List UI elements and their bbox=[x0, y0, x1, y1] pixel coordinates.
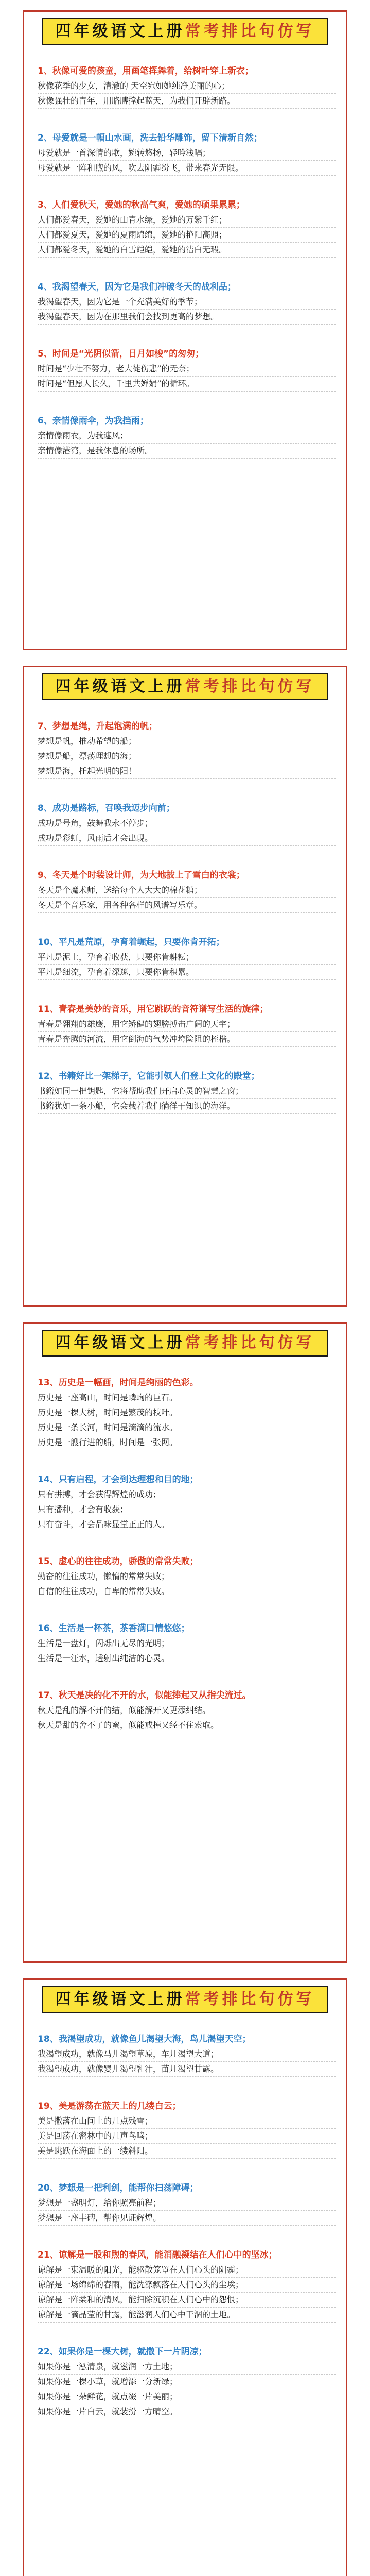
example-sentence: 15、虚心的往往成功，骄傲的常常失败； bbox=[38, 1556, 199, 1567]
example-sentence: 13、历史是一幅画，时间是绚丽的色彩。 bbox=[38, 1378, 199, 1388]
imitation-line: 成功是彩虹，风雨后才会出现。 bbox=[38, 831, 336, 846]
page-title: 四年级语文上册常考排比句仿写 bbox=[42, 673, 328, 700]
sentence-group bbox=[38, 801, 336, 846]
example-sentence: 9、冬天是个时装设计师，为大地披上了雪白的衣裳； bbox=[38, 870, 245, 880]
imitation-line: 书籍犹如一条小船，它会载着我们徜徉于知识的海洋。 bbox=[38, 1099, 336, 1114]
imitation-line: 我渴望春天，因为它是一个充满美好的季节； bbox=[38, 295, 336, 310]
imitation-line: 亲情像雨衣，为我遮风； bbox=[38, 429, 336, 444]
imitation-line: 美是撒落在山间上的几点残雪； bbox=[38, 2114, 336, 2129]
imitation-line: 时间是“但愿人长久，千里共婵娟”的循环。 bbox=[38, 377, 336, 392]
imitation-line: 只有拼搏，才会获得辉煌的成功； bbox=[38, 1487, 336, 1502]
imitation-line: 生活是一盘灯，闪烁出无尽的光明； bbox=[38, 1636, 336, 1651]
sentence-group bbox=[38, 346, 336, 392]
sentence-group bbox=[38, 1621, 336, 1666]
imitation-line: 成功是号角，鼓舞我永不停步； bbox=[38, 816, 336, 831]
imitation-line: 自信的往往成功，自卑的常常失败。 bbox=[38, 1584, 336, 1599]
imitation-line: 秋像强壮的青年，用胳膊撑起蓝天，为我们开辟新路。 bbox=[38, 94, 336, 109]
imitation-line: 梦想是船，漂荡理想的海； bbox=[38, 749, 336, 764]
sentence-group bbox=[38, 1069, 336, 1114]
imitation-line: 如果你是一棵小草，就增添一分新绿； bbox=[38, 2375, 336, 2389]
imitation-line: 梦想是帆，推动希望的船； bbox=[38, 734, 336, 749]
example-sentence: 18、我渴望成功，就像鱼儿渴望大海，鸟儿渴望天空； bbox=[38, 2034, 251, 2044]
sentence-group bbox=[38, 197, 336, 258]
imitation-line: 勤奋的往往成功，懒惰的常常失败； bbox=[38, 1569, 336, 1584]
imitation-line: 平凡是细流，孕育着深邃，只要你肯积累。 bbox=[38, 965, 336, 980]
imitation-line: 母爱就是一首深情的歌，婉转悠扬，轻吟浅唱； bbox=[38, 146, 336, 161]
imitation-line: 人们都爱夏天，爱她的夏雨绵绵，爱她的艳阳高照； bbox=[38, 228, 336, 243]
imitation-line: 美是回荡在密林中的几声鸟鸣； bbox=[38, 2129, 336, 2144]
example-sentence: 5、时间是“光阴似箭，日月如梭”的匆匆； bbox=[38, 349, 204, 359]
imitation-line: 历史是一棵大树，时间是繁茂的枝叶。 bbox=[38, 1405, 336, 1420]
example-sentence: 7、梦想是绳，升起饱满的帆； bbox=[38, 721, 157, 732]
page-title: 四年级语文上册常考排比句仿写 bbox=[42, 1330, 328, 1357]
imitation-line: 秋像花季的少女，清澈的 天空宛如她纯净美丽的心； bbox=[38, 79, 336, 94]
example-sentence: 8、成功是路标，召唤我迈步向前； bbox=[38, 803, 175, 814]
imitation-line: 时间是“少壮不努力，老大徒伤悲”的无奈； bbox=[38, 362, 336, 377]
example-sentence: 14、只有启程，才会到达理想和目的地； bbox=[38, 1475, 199, 1485]
sentence-group bbox=[38, 2031, 336, 2077]
imitation-line: 秋天是甜的舍不了的蜜，似能戒掉又经不住索取。 bbox=[38, 1718, 336, 1733]
page-card-2 bbox=[23, 666, 347, 1307]
imitation-line: 梦想是海，托起光明的阳！ bbox=[38, 764, 336, 779]
imitation-line: 谅解是一滴晶莹的甘露，能滋润人们心中干涸的土地。 bbox=[38, 2308, 336, 2323]
imitation-line: 谅解是一阵柔和的清风，能扫除沉积在人们心中的怨恨； bbox=[38, 2293, 336, 2308]
example-sentence: 16、生活是一杯茶，茶香满口情悠悠； bbox=[38, 1623, 190, 1634]
imitation-line: 梦想是一座丰碑，帮你见证辉煌。 bbox=[38, 2211, 336, 2226]
page-card-3 bbox=[23, 1322, 347, 1963]
example-sentence: 22、如果你是一棵大树，就撒下一片阴凉； bbox=[38, 2347, 207, 2357]
sentence-group bbox=[38, 719, 336, 779]
example-sentence: 20、梦想是一把利剑，能帮你扫荡障碍； bbox=[38, 2183, 199, 2193]
sentence-group bbox=[38, 130, 336, 176]
example-sentence: 17、秋天是决的化不开的水，似能捧起又从指尖流过。 bbox=[38, 1690, 251, 1701]
sentence-group bbox=[38, 413, 336, 459]
imitation-line: 历史是一条长河，时间是滴滴的流水。 bbox=[38, 1420, 336, 1435]
imitation-line: 秋天是乱的解不开的结，似能解开又更添纠结。 bbox=[38, 1703, 336, 1718]
sections-list bbox=[38, 1375, 336, 1755]
imitation-line: 谅解是一场绵绵的春雨，能洗涤飘落在人们心头的尘埃； bbox=[38, 2278, 336, 2293]
sentence-group bbox=[38, 1688, 336, 1733]
page-card-1 bbox=[23, 10, 347, 650]
imitation-line: 青春是翱翔的雄鹰，用它矫健的翅膀搏击广阔的天宇； bbox=[38, 1017, 336, 1032]
sentence-group bbox=[38, 2098, 336, 2159]
sections-list bbox=[38, 719, 336, 1136]
page-card-4 bbox=[23, 1978, 347, 2576]
example-sentence: 19、美是游荡在蓝天上的几缕白云； bbox=[38, 2101, 181, 2111]
example-sentence: 1、秋像可爱的孩童，用画笔挥舞着，给树叶穿上新衣； bbox=[38, 66, 254, 76]
sentence-group bbox=[38, 1375, 336, 1450]
sentence-group bbox=[38, 63, 336, 109]
sections-list bbox=[38, 63, 336, 480]
imitation-line: 如果你是一片白云，就装扮一方晴空。 bbox=[38, 2404, 336, 2419]
imitation-line: 只有播种，才会有收获； bbox=[38, 1502, 336, 1517]
imitation-line: 冬天是个魔术师，送给每个人大大的棉花糖； bbox=[38, 883, 336, 898]
sentence-group bbox=[38, 868, 336, 913]
imitation-line: 人们都爱冬天，爱她的白雪皑皑，爱她的洁白无瑕。 bbox=[38, 243, 336, 258]
imitation-line: 书籍如同一把钥匙，它将帮助我们开启心灵的智慧之窗； bbox=[38, 1084, 336, 1099]
imitation-line: 人们都爱春天，爱她的山青水绿，爱她的万紫千红； bbox=[38, 213, 336, 228]
imitation-line: 我渴望成功，就像马儿渴望草原，车儿渴望大道； bbox=[38, 2047, 336, 2062]
imitation-line: 梦想是一盏明灯，给你照亮前程； bbox=[38, 2196, 336, 2211]
sentence-group bbox=[38, 2180, 336, 2226]
imitation-line: 平凡是泥土，孕育着收获，只要你肯耕耘； bbox=[38, 950, 336, 965]
example-sentence: 2、母爱就是一幅山水画，洗去铅华雕饰，留下清新自然； bbox=[38, 133, 262, 143]
imitation-line: 谅解是一束温暖的阳光，能驱散笼罩在人们心头的阴霾； bbox=[38, 2263, 336, 2278]
sentence-group bbox=[38, 279, 336, 325]
example-sentence: 12、书籍好比一架梯子，它能引领人们登上文化的殿堂； bbox=[38, 1071, 260, 1081]
page-title: 四年级语文上册常考排比句仿写 bbox=[42, 1986, 328, 2013]
sentence-group bbox=[38, 1002, 336, 1047]
imitation-line: 如果你是一朵鲜花，就点缀一片美丽； bbox=[38, 2389, 336, 2404]
imitation-line: 青春是奔腾的河流，用它倒海的气势冲垮险阻的桎梏。 bbox=[38, 1032, 336, 1047]
imitation-line: 亲情像港湾，是我休息的场所。 bbox=[38, 444, 336, 459]
example-sentence: 4、我渴望春天，因为它是我们冲破冬天的战利品； bbox=[38, 282, 236, 292]
page-title: 四年级语文上册常考排比句仿写 bbox=[42, 18, 328, 45]
example-sentence: 21、谅解是一股和煦的春风，能消融凝结在人们心中的坚冰； bbox=[38, 2250, 277, 2260]
sentence-group bbox=[38, 935, 336, 980]
sentence-group bbox=[38, 2247, 336, 2323]
example-sentence: 10、平凡是荒原，孕育着崛起，只要你肯开拓； bbox=[38, 937, 225, 947]
imitation-line: 生活是一汪水，透射出纯洁的心灵。 bbox=[38, 1651, 336, 1666]
example-sentence: 6、亲情像雨伞，为我挡雨； bbox=[38, 416, 149, 426]
imitation-line: 只有奋斗，才会品味显堂正正的人。 bbox=[38, 1517, 336, 1532]
imitation-line: 美是跳跃在海面上的一缕斜阳。 bbox=[38, 2144, 336, 2159]
example-sentence: 11、青春是美妙的音乐，用它跳跃的音符谱写生活的旋律； bbox=[38, 1004, 269, 1014]
imitation-line: 母爱就是一阵和煦的风，吹去阴霾纷飞，带来春光无限。 bbox=[38, 161, 336, 176]
sentence-group bbox=[38, 1472, 336, 1532]
sentence-group bbox=[38, 1554, 336, 1599]
imitation-line: 我渴望成功，就像婴儿渴望乳汁，苗儿渴望甘露。 bbox=[38, 2062, 336, 2077]
imitation-line: 历史是一艘行进的船，时间是一张网。 bbox=[38, 1435, 336, 1450]
imitation-line: 历史是一座高山，时间是嶙峋的巨石。 bbox=[38, 1391, 336, 1405]
example-sentence: 3、人们爱秋天，爱她的秋高气爽，爱她的硕果累累； bbox=[38, 200, 245, 210]
imitation-line: 我渴望春天，因为在那里我们会找到更高的梦想。 bbox=[38, 310, 336, 325]
imitation-line: 如果你是一泓清泉，就滋润一方土地； bbox=[38, 2360, 336, 2375]
imitation-line: 冬天是个音乐家，用各种各样的风谱写乐章。 bbox=[38, 898, 336, 913]
sentence-group bbox=[38, 2344, 336, 2419]
sections-list bbox=[38, 2031, 336, 2441]
